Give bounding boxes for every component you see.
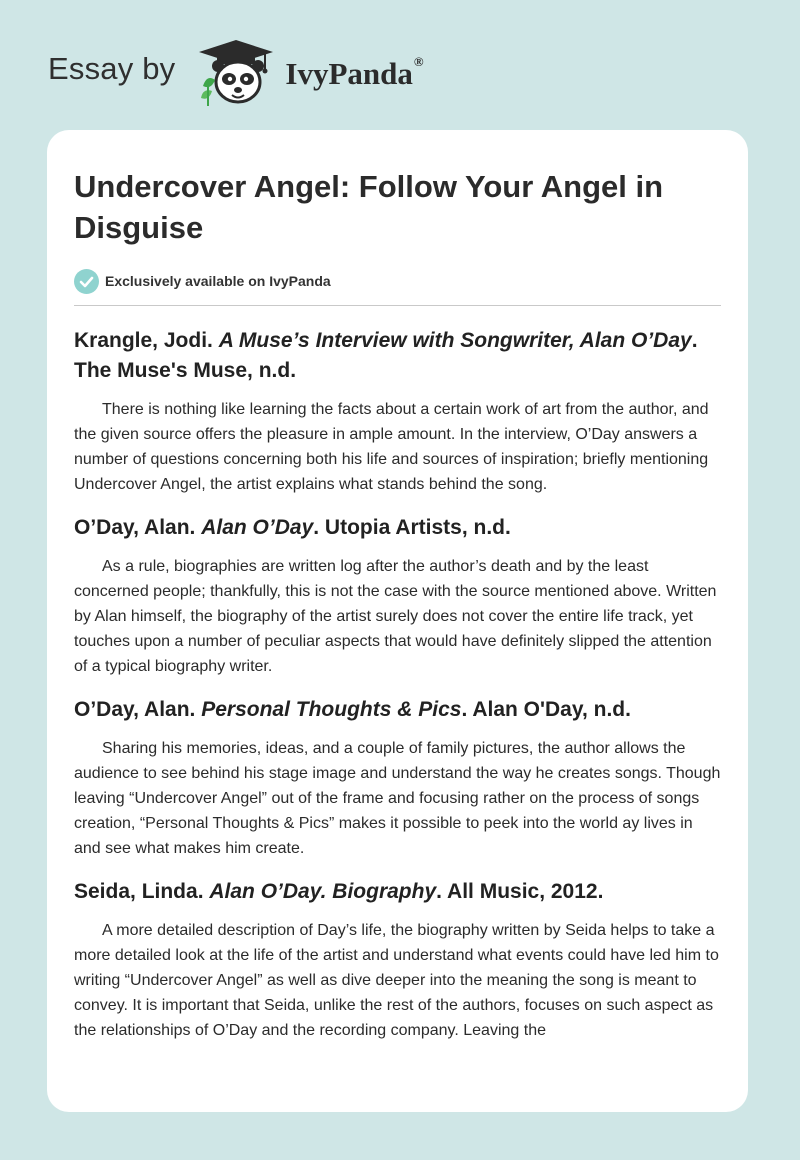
reference-author: Krangle, Jodi. [74, 329, 213, 352]
reference-author: O’Day, Alan. [74, 516, 196, 539]
essay-card [47, 130, 748, 1112]
reference-source: . All Music, 2012. [436, 880, 604, 903]
exclusive-badge [74, 268, 721, 294]
reference-entry [74, 695, 721, 861]
reference-source: . Utopia Artists, n.d. [313, 516, 511, 539]
check-circle-icon [74, 269, 99, 294]
exclusive-text: Exclusively available on IvyPanda [105, 273, 331, 289]
reference-title: Alan O’Day [201, 516, 314, 539]
brand-text: IvyPanda [285, 56, 413, 91]
reference-annotation: As a rule, biographies are written log after the author’s death and by the least concerned people; thankfully, this is not the case with the source mentioned above. Written by Alan himself, the biography of the artist surely does not cover the entire life track, yet touches upon a number of peculiar aspects that would have definitely slipped the attention of a typical biography writer. [74, 558, 717, 675]
page-title: Undercover Angel: Follow Your Angel in Disguise [74, 169, 664, 245]
reference-citation [74, 513, 721, 543]
reference-entry [74, 513, 721, 679]
reference-source: . The Muse's Muse, n.d. [74, 329, 698, 382]
reference-entry [74, 326, 721, 497]
reference-title: A Muse’s Interview with Songwriter, Alan O’Day [218, 329, 692, 352]
registered-mark: ® [413, 54, 424, 69]
divider [74, 305, 721, 306]
reference-annotation: A more detailed description of Day’s life, the biography written by Seida helps to take a more detailed look at the life of the artist and understand what events could have led him to writing “Undercover Angel” as well as dive deeper into the meaning the song is meant to convey. It is important that Seida, unlike the rest of the authors, focuses on such aspect as the relationships of O’Day and the recording company. Leaving the [74, 922, 719, 1039]
reference-citation [74, 326, 721, 386]
reference-author: Seida, Linda. [74, 880, 204, 903]
reference-annotation: Sharing his memories, ideas, and a couple of family pictures, the author allows the audience to see behind his stage image and understand the way he creates songs. Though leaving “Undercover Angel” out of the frame and focusing rather on the process of songs creation, “Personal Thoughts & Pics” makes it possible to peek into the world ay lives in and see what makes him create. [74, 740, 721, 857]
reference-annotation: There is nothing like learning the facts about a certain work of art from the author, and the given source offers the pleasure in ample amount. In the interview, O’Day answers a number of questions concerning both his life and sources of inspiration; briefly mentioning Undercover Angel, the artist explains what stands behind the song. [74, 401, 709, 493]
reference-citation [74, 695, 721, 725]
reference-author: O’Day, Alan. [74, 698, 196, 721]
reference-title: Alan O’Day. Biography [209, 880, 437, 903]
site-header [48, 36, 424, 108]
reference-title: Personal Thoughts & Pics [201, 698, 462, 721]
reference-entry [74, 877, 721, 1043]
reference-citation [74, 877, 721, 907]
reference-source: . Alan O'Day, n.d. [461, 698, 631, 721]
essay-by-label: Essay by [48, 51, 176, 86]
panda-graduate-icon [193, 36, 279, 108]
brand-name [285, 56, 423, 92]
